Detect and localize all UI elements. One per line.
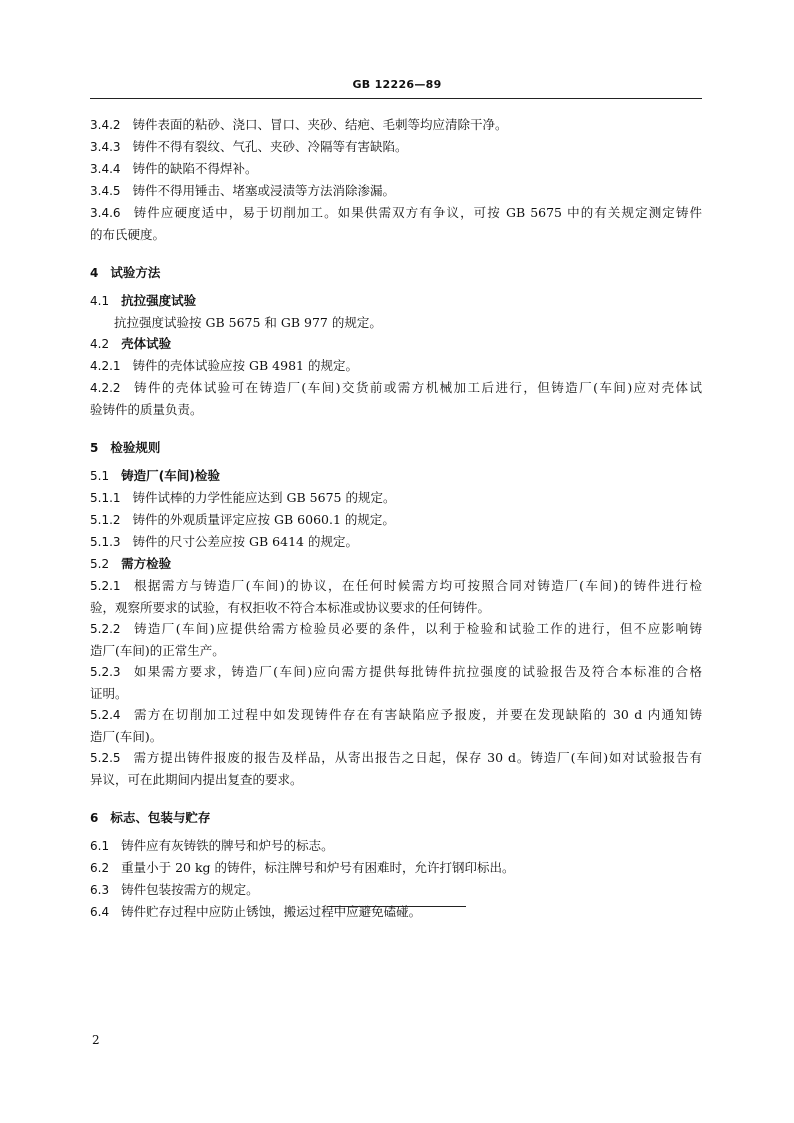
- clause-text: 铸件应有灰铸铁的牌号和炉号的标志。: [121, 838, 334, 853]
- section-number: 6: [90, 811, 99, 825]
- clause-3-4-2: [90, 114, 702, 136]
- clause-number: 6.4: [90, 905, 110, 919]
- clause-number: 5.2: [90, 557, 110, 571]
- clause-5-2-5: [90, 747, 702, 790]
- clause-number: 5.2.3: [90, 665, 121, 679]
- clause-text-line1: 铸件的壳体试验可在铸造厂(车间)交货前或需方机械加工后进行，但铸造厂(车间)应对壳体试: [132, 380, 702, 395]
- heading-5-1: [90, 465, 702, 487]
- clause-number: 5.2.5: [90, 751, 121, 765]
- clause-text: 铸件不得用锤击、堵塞或浸渍等方法消除渗漏。: [132, 183, 396, 198]
- section-number: 4: [90, 266, 99, 280]
- clause-5-2-3: [90, 661, 702, 704]
- heading-text: 壳体试验: [121, 336, 172, 351]
- clause-text-line1: 铸造厂(车间)应提供给需方检验员必要的条件，以利于检验和试验工作的进行，但不应影响铸: [132, 621, 702, 636]
- clause-text-line2: 的布氏硬度。: [90, 227, 166, 242]
- clause-number: 5.2.4: [90, 708, 121, 722]
- section-6-title: [90, 807, 702, 829]
- heading-5-2: [90, 553, 702, 575]
- clause-text-line1: 根据需方与铸造厂(车间)的协议，在任何时候需方均可按照合同对铸造厂(车间)的铸件进行检: [132, 578, 702, 593]
- section-title-text: 试验方法: [110, 265, 161, 280]
- clause-text-line2: 验，观察所要求的试验，有权拒收不符合本标准或协议要求的任何铸件。: [90, 600, 491, 615]
- clause-6-1: [90, 835, 702, 857]
- clause-text-line1: 如果需方要求，铸造厂(车间)应向需方提供每批铸件抗拉强度的试验报告及符合本标准的合格: [132, 664, 702, 679]
- page-number: 2: [92, 1033, 100, 1047]
- clause-text-line1: 需方提出铸件报废的报告及样品，从寄出报告之日起，保存 30 d。铸造厂(车间)如对试验报告有: [132, 750, 702, 765]
- clause-5-2-1: [90, 575, 702, 618]
- clause-text: 铸件不得有裂纹、气孔、夹砂、冷隔等有害缺陷。: [132, 139, 408, 154]
- section-4-title: [90, 262, 702, 284]
- clause-text: 铸件的外观质量评定应按 GB 6060.1 的规定。: [132, 512, 395, 527]
- clause-5-1-2: [90, 509, 702, 531]
- clause-6-4: [90, 901, 702, 923]
- clause-text-line2: 证明。: [90, 686, 128, 701]
- clause-3-4-3: [90, 136, 702, 158]
- clause-text: 铸件贮存过程中应防止锈蚀，搬运过程中应避免磕碰。: [121, 904, 422, 919]
- clause-text: 铸件试棒的力学性能应达到 GB 5675 的规定。: [132, 490, 396, 505]
- clause-3-4-6: [90, 202, 702, 245]
- heading-text: 抗拉强度试验: [121, 293, 197, 308]
- clause-4-2-2: [90, 377, 702, 420]
- clause-text-line2: 异议，可在此期间内提出复查的要求。: [90, 772, 303, 787]
- clause-text: 铸件包装按需方的规定。: [121, 882, 259, 897]
- heading-text: 铸造厂(车间)检验: [121, 468, 221, 483]
- clause-5-2-2: [90, 618, 702, 661]
- clause-text-line2: 造厂(车间)。: [90, 729, 163, 744]
- section-title-text: 检验规则: [110, 440, 161, 455]
- clause-number: 3.4.4: [90, 162, 121, 176]
- clause-text-line1: 需方在切削加工过程中如发现铸件存在有害缺陷应予报废，并要在发现缺陷的 30 d 内通知铸: [132, 707, 702, 722]
- clause-3-4-4: [90, 158, 702, 180]
- clause-number: 3.4.2: [90, 118, 121, 132]
- clause-number: 6.2: [90, 861, 110, 875]
- clause-5-2-4: [90, 704, 702, 747]
- heading-text: 需方检验: [121, 556, 172, 571]
- heading-4-1: [90, 290, 702, 312]
- clause-number: 5.1.2: [90, 513, 121, 527]
- end-of-text-rule: [328, 906, 466, 907]
- clause-number: 5.1.3: [90, 535, 121, 549]
- clause-text-line2: 验铸件的质量负责。: [90, 402, 203, 417]
- clause-number: 3.4.5: [90, 184, 121, 198]
- page-header: GB 12226—89: [352, 78, 442, 91]
- section-title-text: 标志、包装与贮存: [110, 810, 211, 825]
- header-rule: [90, 98, 702, 99]
- clause-number: 3.4.3: [90, 140, 121, 154]
- section-5-title: [90, 437, 702, 459]
- clause-text-line2: 造厂(车间)的正常生产。: [90, 643, 225, 658]
- clause-number: 4.2.2: [90, 381, 121, 395]
- clause-number: 6.1: [90, 839, 110, 853]
- clause-text: 铸件表面的粘砂、浇口、冒口、夹砂、结疤、毛刺等均应清除干净。: [132, 117, 508, 132]
- clause-text-line1: 铸件应硬度适中，易于切削加工。如果供需双方有争议，可按 GB 5675 中的有关规定测定铸件: [132, 205, 702, 220]
- clause-number: 6.3: [90, 883, 110, 897]
- clause-number: 4.1: [90, 294, 110, 308]
- clause-number: 5.2.1: [90, 579, 121, 593]
- clause-number: 5.1.1: [90, 491, 121, 505]
- clause-text: 铸件的缺陷不得焊补。: [132, 161, 258, 176]
- clause-number: 3.4.6: [90, 206, 121, 220]
- clause-number: 5.1: [90, 469, 110, 483]
- heading-4-2: [90, 333, 702, 355]
- clause-text: 铸件的尺寸公差应按 GB 6414 的规定。: [132, 534, 358, 549]
- clause-text: 铸件的壳体试验应按 GB 4981 的规定。: [132, 358, 358, 373]
- clause-5-1-1: [90, 487, 702, 509]
- clause-number: 5.2.2: [90, 622, 121, 636]
- clause-3-4-5: [90, 180, 702, 202]
- clause-number: 4.2.1: [90, 359, 121, 373]
- document-body: [90, 114, 702, 923]
- clause-text: 重量小于 20 kg 的铸件，标注牌号和炉号有困难时，允许打钢印标出。: [121, 860, 515, 875]
- clause-6-3: [90, 879, 702, 901]
- clause-5-1-3: [90, 531, 702, 553]
- paragraph-4-1: 抗拉强度试验按 GB 5675 和 GB 977 的规定。: [114, 315, 382, 330]
- section-number: 5: [90, 441, 99, 455]
- clause-4-2-1: [90, 355, 702, 377]
- clause-6-2: [90, 857, 702, 879]
- clause-number: 4.2: [90, 337, 110, 351]
